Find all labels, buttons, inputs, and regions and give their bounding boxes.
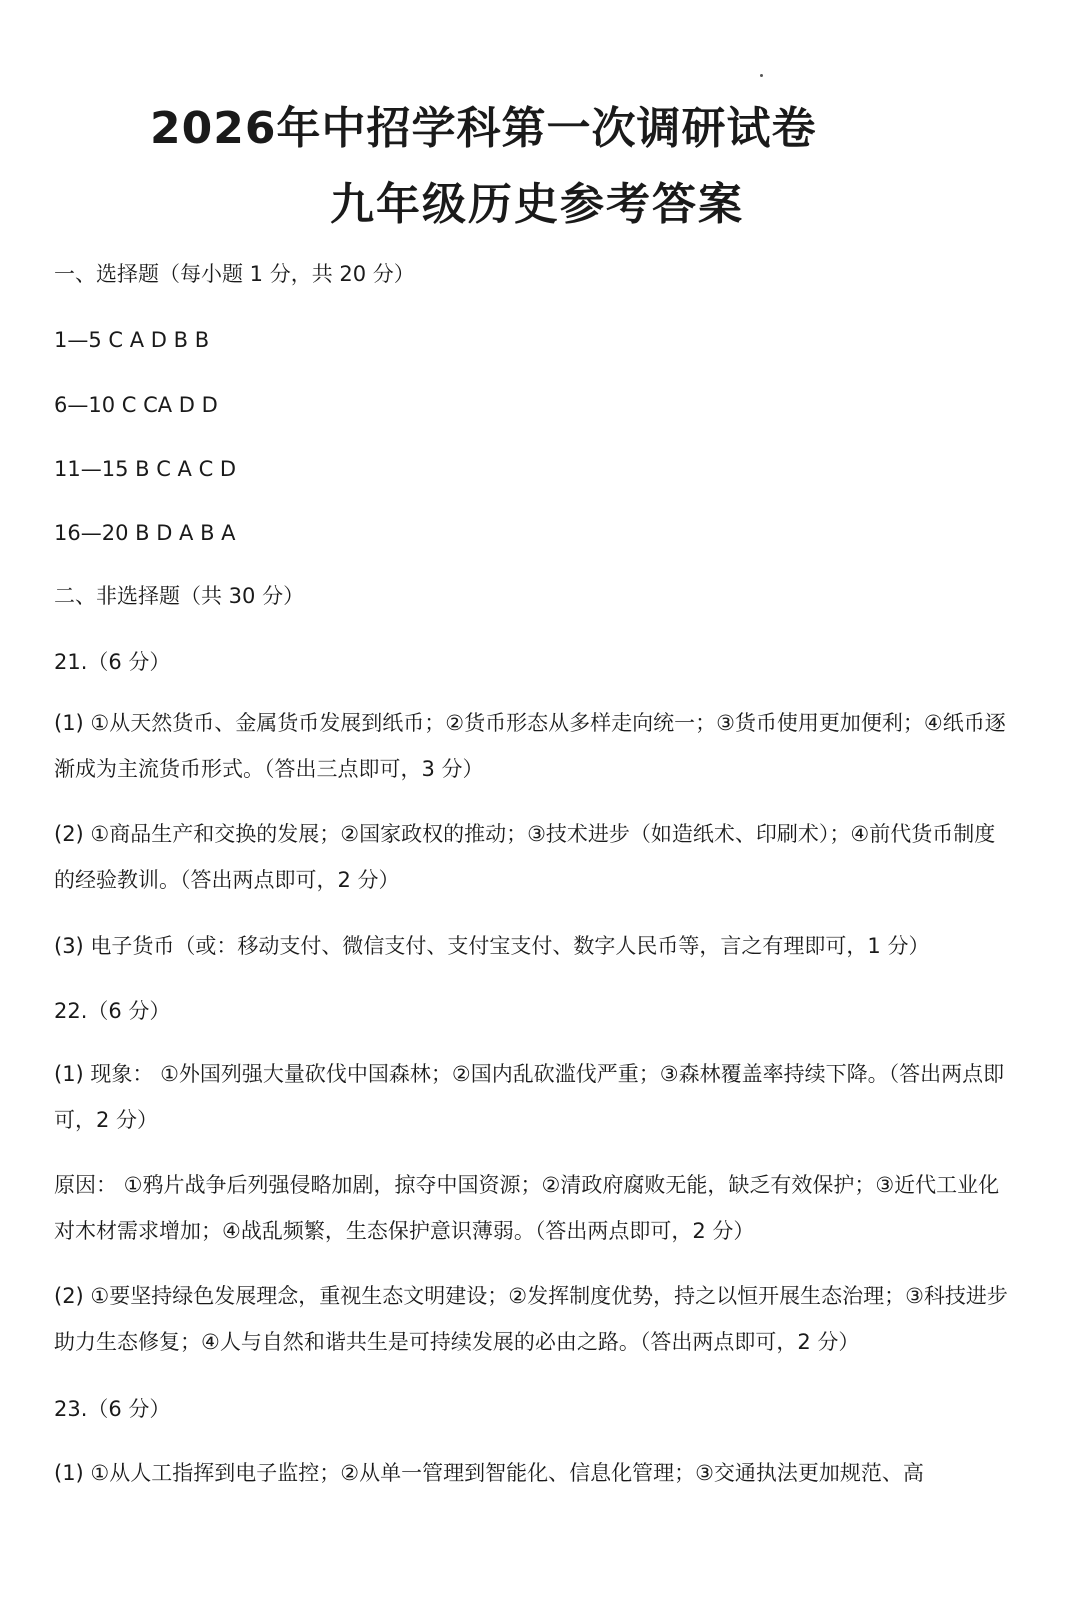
answer-paragraph: (1) ①从人工指挥到电子监控；②从单一管理到智能化、信息化管理；③交通执法更加规范、高 [54, 1461, 924, 1485]
answer-paragraph: (1) 现象： ①外国列强大量砍伐中国森林；②国内乱砍滥伐严重；③森林覆盖率持续下降。（答出两点即可，2 分） [54, 1062, 1005, 1132]
answer-paragraph: (3) 电子货币（或：移动支付、微信支付、支付宝支付、数字人民币等，言之有理即可，1 分） [54, 934, 930, 958]
page-title: 2026年中招学科第一次调研试卷 [150, 103, 817, 154]
answer-row: 16—20 B D A B A [54, 521, 236, 545]
scan-speck [760, 74, 763, 77]
answer-row: 1—5 C A D B B [54, 328, 210, 352]
answer-paragraph: 原因： ①鸦片战争后列强侵略加剧，掠夺中国资源；②清政府腐败无能，缺乏有效保护；③近代工业化对木材需求增加；④战乱频繁，生态保护意识薄弱。（答出两点即可，2 分） [54, 1173, 1000, 1243]
answer-row: 6—10 C CA D D [54, 393, 218, 417]
answer-paragraph: (2) ①商品生产和交换的发展；②国家政权的推动；③技术进步（如造纸术、印刷术）；④前代货币制度的经验教训。（答出两点即可，2 分） [54, 822, 996, 892]
section-heading-choice: 一、选择题（每小题 1 分，共 20 分） [54, 262, 415, 286]
answer-row: 11—15 B C A C D [54, 457, 237, 481]
answer-paragraph: (1) ①从天然货币、金属货币发展到纸币；②货币形态从多样走向统一；③货币使用更加便利；④纸币逐渐成为主流货币形式。（答出三点即可，3 分） [54, 711, 1006, 781]
page-subtitle: 九年级历史参考答案 [330, 179, 744, 230]
question-label-21: 21.（6 分） [54, 650, 171, 674]
answer-paragraph: (2) ①要坚持绿色发展理念，重视生态文明建设；②发挥制度优势，持之以恒开展生态治理；③科技进步助力生态修复；④人与自然和谐共生是可持续发展的必由之路。（答出两点即可，2 分） [54, 1284, 1008, 1354]
question-label-22: 22.（6 分） [54, 999, 171, 1023]
section-heading-nonchoice: 二、非选择题（共 30 分） [54, 584, 305, 608]
question-label-23: 23.（6 分） [54, 1397, 171, 1421]
